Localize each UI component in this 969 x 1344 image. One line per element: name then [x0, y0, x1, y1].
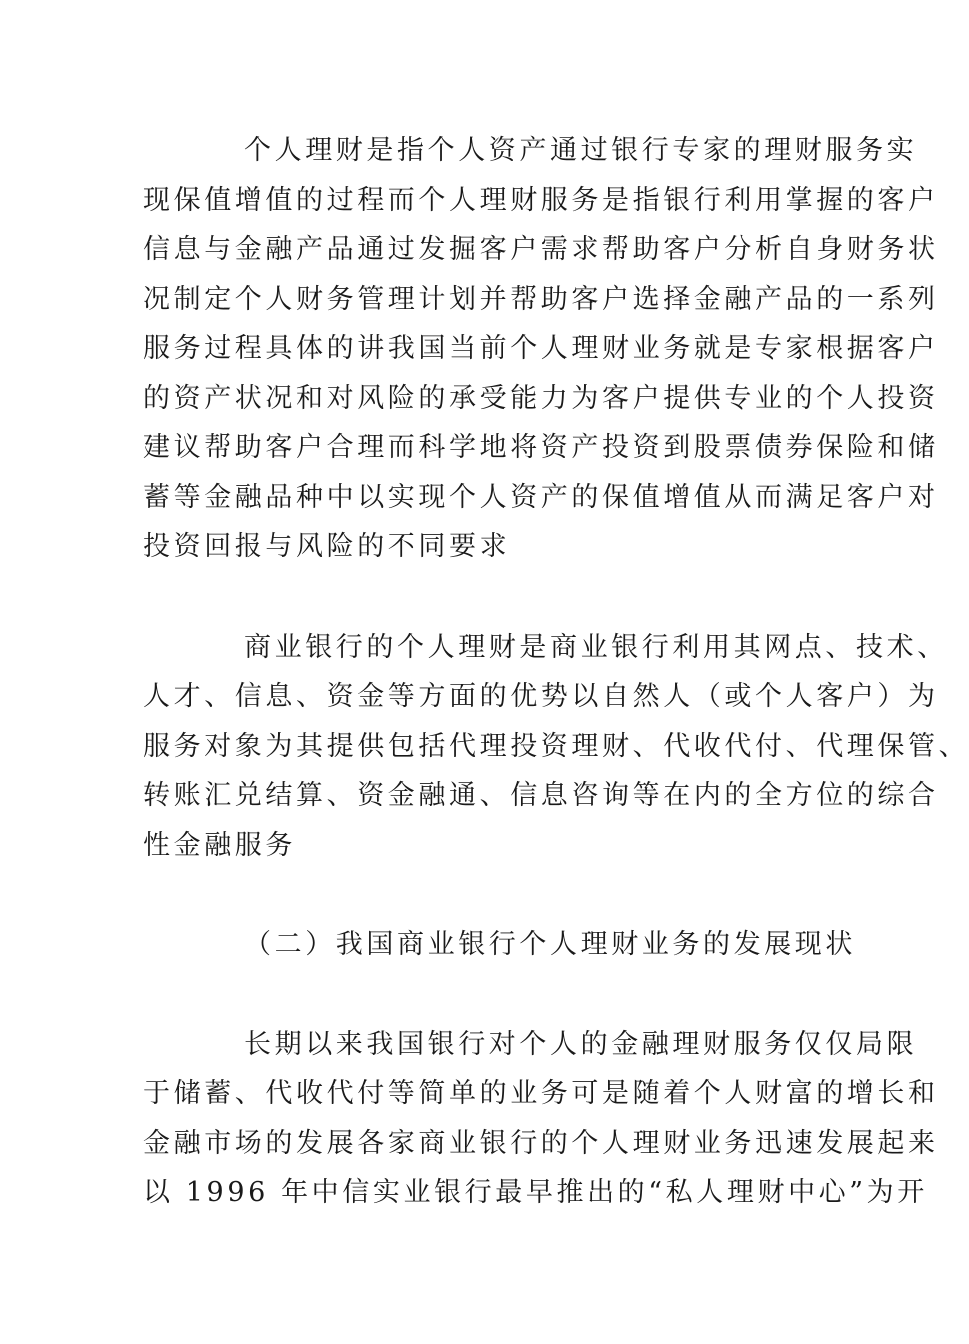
paragraph-2-line-5: 性金融服务 [143, 830, 296, 861]
paragraph-3-line-2: 于储蓄、代收代付等简单的业务可是随着个人财富的增长和 [143, 1078, 939, 1109]
paragraph-3-line-1: 长期以来我国银行对个人的金融理财服务仅仅局限 [244, 1029, 918, 1060]
paragraph-2-line-3: 服务对象为其提供包括代理投资理财、代收代付、代理保管、 [143, 731, 969, 762]
paragraph-2-line-1: 商业银行的个人理财是商业银行利用其网点、技术、 [244, 632, 948, 663]
paragraph-2-line-2: 人才、信息、资金等方面的优势以自然人（或个人客户）为 [143, 681, 939, 712]
paragraph-1-line-6: 的资产状况和对风险的承受能力为客户提供专业的个人投资 [143, 383, 939, 414]
paragraph-2-line-4: 转账汇兑结算、资金融通、信息咨询等在内的全方位的综合 [143, 780, 939, 811]
paragraph-1-line-1: 个人理财是指个人资产通过银行专家的理财服务实 [244, 135, 918, 166]
section-heading: （二）我国商业银行个人理财业务的发展现状 [244, 929, 856, 960]
paragraph-1-line-8: 蓄等金融品种中以实现个人资产的保值增值从而满足客户对 [143, 482, 939, 513]
paragraph-3-line-3: 金融市场的发展各家商业银行的个人理财业务迅速发展起来 [143, 1128, 939, 1159]
paragraph-1-line-7: 建议帮助客户合理而科学地将资产投资到股票债券保险和储 [143, 432, 939, 463]
paragraph-1-line-5: 服务过程具体的讲我国当前个人理财业务就是专家根据客户 [143, 333, 939, 364]
paragraph-3-line-4: 以 1996 年中信实业银行最早推出的“私人理财中心”为开 [143, 1177, 928, 1208]
paragraph-1-line-9: 投资回报与风险的不同要求 [143, 531, 511, 562]
paragraph-1-line-2: 现保值增值的过程而个人理财服务是指银行利用掌握的客户 [143, 185, 939, 216]
paragraph-1-line-3: 信息与金融产品通过发掘客户需求帮助客户分析自身财务状 [143, 234, 939, 265]
paragraph-1-line-4: 况制定个人财务管理计划并帮助客户选择金融产品的一系列 [143, 284, 939, 315]
